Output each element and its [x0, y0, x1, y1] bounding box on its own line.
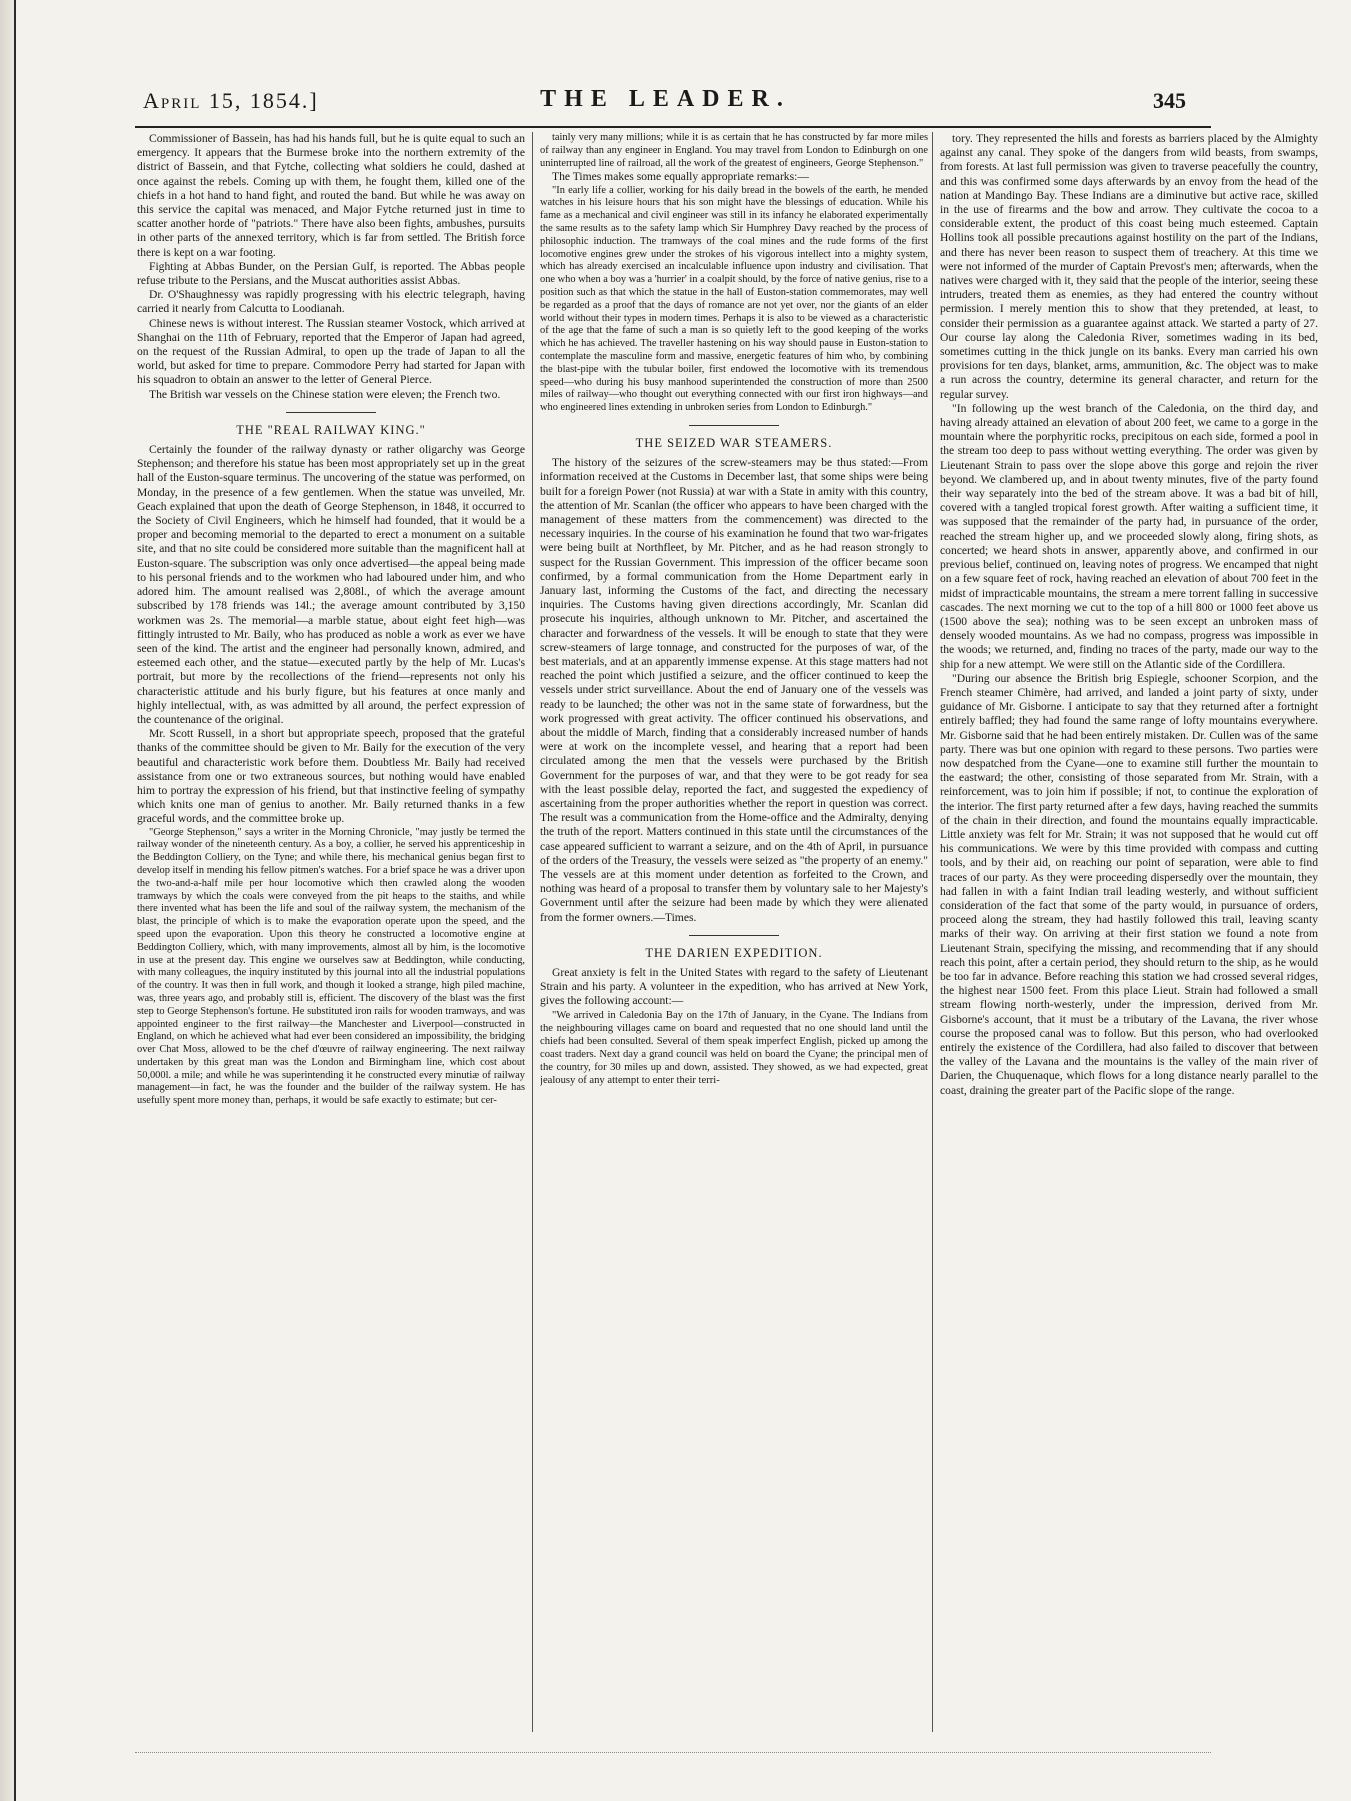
paragraph: "In following up the west branch of the Caledonia, on the third day, and having already attained an elevation of about 200 feet, we came to a gorge in the mountain where the porphyritic rocks, precipitous on each side, formed a pool in the stream too deep to pass without wetting everything. The order was given by Lieutenant Strain to pass over the slope above this gorge and rejoin the river beyond. We clambered up, and in about twenty minutes, five of the party found their way separately into the bed of the stream above. It was a bad bit of hill, covered with a tangled tropical forest growth. After waiting a sufficient time, it was supposed that the remainder of the party had, in pursuance of the order, reached the stream higher up, and we proceeded slowly along, firing shots, as concerted; we heard shots in answer, apparently above, and confirmed in our previous belief, continued on, leaving notes of progress. We encamped that night on a few square feet of rock, having reached an elevation of about 700 feet in the midst of impracticable mountains, the stream a mere torrent falling in successive cascades. The next morning we cut to the top of a hill 800 or 1000 feet above us (1500 above the sea); nothing was to be seen except an unbroken mass of densely wooded mountains. As we had no compass, progress was impossible in the woods; we returned, and, finding no traces of the party, made our way to the ship for a new attempt. We were still on the Atlantic side of the Cordillera.: [940, 401, 1318, 671]
header-rule: [135, 126, 1211, 128]
section-rule: [286, 412, 376, 413]
bottom-rule: [135, 1752, 1211, 1753]
paragraph: Certainly the founder of the railway dynasty or rather oligarchy was George Stephenson; and therefore his statue has been most appropriately set up in the great hall of the Euston-square terminus. The uncovering of the statue was performed, on Monday, in the presence of a few gentlemen. When the statue was unveiled, Mr. Geach explained that upon the death of George Stephenson, in 1848, it occurred to the Society of Civil Engineers, which he himself had founded, that it would be a proper and becoming memorial to the departed to erect a monument on a suitable site, and that no site could be considered more suitable than the magnificent hall at Euston-square. The subscription was only once advertised—the appeal being made to his personal friends and to the workmen who had laboured under him, and who adored him. The amount realised was 2,808l., of which the average amount subscribed by 178 friends was 14l.; the average amount contributed by 3,150 workmen was 2s. The memorial—a marble statue, about eight feet high—was fittingly intrusted to Mr. Baily, who has produced as noble a work as ever we have seen of the kind. The artist and the engineer had personally known, admired, and esteemed each other, and the statue—executed partly by the help of Mr. Lucas's portrait, but more by the recollections of the friend—represents not only his characteristic attitude and his burly figure, but his features at once manly and highly intellectual, with, as was admitted by all around, the perfect expression of the countenance of the original.: [137, 443, 525, 726]
masthead: [135, 88, 1196, 124]
paragraph: Mr. Scott Russell, in a short but appropriate speech, proposed that the grateful thanks of the committee should be given to Mr. Baily for the execution of the very beautiful and characteristic work before them. Doubtless Mr. Baily had received assistance from one or two extraneous sources, but nothing would have enabled him to portray the expression of his friend, but that instinctive feeling of sympathy which knits one man of genius to another. Mr. Baily returned thanks in a few graceful words, and the committee broke up.: [137, 727, 525, 826]
paragraph: The British war vessels on the Chinese station were eleven; the French two.: [149, 387, 501, 401]
quoted-paragraph: "We arrived in Caledonia Bay on the 17th of January, in the Cyane. The Indians from the neighbouring villages came on board and requested that no one should land until the chiefs had been consulted. Several of them speak imperfect English, picked up among the coast traders. Next day a grand council was held on board the Cyane; the principal men of the country, for 30 miles up and down, assisted. They showed, as we had expected, great jealousy of any attempt to enter their terri-: [540, 1009, 928, 1086]
paragraph: The history of the seizures of the screw-steamers may be thus stated:—From information received at the Customs in December last, that some ships were being built for a foreign Power (not Russia) at war with a State in amity with this country, the attention of Mr. Scanlan (the officer who appears to have been charged with the management of these matters from the commencement) was directed to the necessary inquiries. In the course of his examination he found that two war-frigates were being built at Northfleet, by Mr. Pitcher, and as he had reason strongly to suspect for the Russian Government. This impression of the officer became soon confirmed, by a formal communication from the Home Department early in January last, informing the Customs of the fact, and directing the necessary inquiries. The Customs having given directions accordingly, Mr. Scanlan did prosecute his inquiries, although unknown to Mr. Pitcher, and ascertained the character and forwardness of the vessels. It will be enough to state that they were screw-steamers of large tonnage, and constructed for the purposes of war, of the best materials, and at an apparently immense expense. At this stage matters had not reached the point which justified a seizure, and the officer continued to keep the vessels under strict surveillance. About the end of January one of the vessels was ready to be launched; the other was not in the same state of forwardness, but the work progressed with great activity. The officer continued his observations, and about the middle of March, finding that a considerably increased number of hands were at work on the incomplete vessel, and hearing that a report had been circulated among the men that the vessels were purchased by the British Government for the purposes of war, and that they were to be got ready for sea with the least possible delay, reported the fact, and suggested the expediency of ascertaining from the proper authorities whether the report in question was correct. The result was a communication from the Home-office and the Admiralty, denying the truth of the report. Matters continued in this state until the circumstances of the case appeared sufficient to warrant a seizure, and on the 4th of April, in pursuance of the orders of the Treasury, the vessels were seized as "the property of an enemy." The vessels are at this moment under detention as forfeited to the Crown, and nothing was heard of a proposal to transfer them by voluntary sale to her Majesty's Government until after the seizure had been made by which they were alienated from the former owners.—Times.: [540, 456, 928, 924]
column-divider: [532, 132, 533, 1732]
page-binding-edge: [0, 0, 16, 1801]
issue-date: April 15, 1854.]: [143, 88, 319, 113]
paragraph: "During our absence the British brig Espiegle, schooner Scorpion, and the French steamer Chimère, had arrived, and landed a joint party of sixty, under guidance of Mr. Gisborne. I anticipate to say that they returned after a fortnight entirely baffled; they had found the same range of lofty mountains everywhere. Mr. Gisborne said that he had been entirely mistaken. Dr. Cullen was of the same party. There was but one opinion with regard to these persons. Two parties were now despatched from the Cyane—one to examine still further the mountain to the eastward; the other, consisting of those separated from Mr. Strain, with a reinforcement, was to join him if possible; if not, to continue the exploration of the interior. The first party returned after a few days, having reached the summits of the chain in their direction, and found the mountains equally impracticable. Little anxiety was felt for Mr. Strain; it was not supposed that he would cut off his communications. We were by this time provided with compass and cutting tools, and by their aid, on reaching our point of separation, were able to find traces of our party. As they were proceeding dispersedly over the mountain, they had fallen in with a faint Indian trail leading westerly, and without sufficient consideration of the fact that some of the party would, in pursuance of orders, proceed along the stream, they had hastily followed this trail, leaving scanty marks of their way. On arriving at their first station we found a note from Lieutenant Strain, specifying the missing, and recommending that if any should reach this point, after a certain period, they should return to the ship, as he would be too far in advance. Before reaching this station we had crossed several ridges, the highest near 1500 feet. From this place Lieut. Strain had followed a small stream flowing north-westerly, under the impression, derived from Mr. Gisborne's account, that it must be a tributary of the Lavana, the river whose course the proposed canal was to follow. But this person, who had overlooked entirely the existence of the Cordillera, had also failed to discover that between the valley of the Lavana and the mountains is the valley of the main river of Darien, the Chuquenaque, which flows for a long distance nearly parallel to the coast, draining the greater part of the Pacific slope of the range.: [940, 671, 1318, 1097]
article-heading: THE DARIEN EXPEDITION.: [645, 945, 823, 960]
column-divider: [932, 132, 933, 1732]
section-rule: [689, 935, 779, 936]
article-heading: THE SEIZED WAR STEAMERS.: [635, 435, 833, 450]
paragraph: Great anxiety is felt in the United States with regard to the safety of Lieutenant Strain and his party. A volunteer in the expedition, who has arrived at New York, gives the following account:—: [540, 966, 928, 1008]
paragraph: Commissioner of Bassein, has had his hands full, but he is quite equal to such an emergency. It appears that the Burmese broke into the northern extremity of the district of Bassein, and that Fytche, collecting what soldiers he could, dashed at once against the rebels. Coming up with them, he fought them, killed one of the chiefs in a hot hand to hand fight, and routed the band. But while he was away on this service the capital was menaced, and Major Fytche returned just in time to scatter another horde of "patriots." There have also been fights, ambushes, pursuits in other parts of the annexed territory, which is far from settled. The British force there is kept on a war footing.: [137, 132, 525, 259]
paragraph: Dr. O'Shaughnessy was rapidly progressing with his electric telegraph, having carried it nearly from Calcutta to Loodianah.: [137, 288, 525, 316]
section-rule: [689, 425, 779, 426]
quoted-paragraph: tainly very many millions; while it is as certain that he has constructed by far more miles of railway than any engineer in England. You may travel from London to Edinburgh on one uninterrupted line of railroad, all the work of the greatest of engineers, George Stephenson.": [540, 132, 928, 169]
paragraph: Fighting at Abbas Bunder, on the Persian Gulf, is reported. The Abbas people refuse tribute to the Persians, and the Muscat authorities assist Abbas.: [137, 259, 525, 288]
paragraph: The Times makes some equally appropriate remarks:—: [552, 170, 809, 184]
column-3: [940, 132, 1318, 1752]
column-1: [137, 132, 525, 1752]
paragraph: tory. They represented the hills and forests as barriers placed by the Almighty against any canal. They spoke of the dangers from wild beasts, from swamps, from forests. At last full permission was given to traverse peacefully the country, and this was confirmed some days afterwards by an envoy from the head of the nation at Mandingo Bay. These Indians are a diminutive but active race, skilled in the use of firearms and the bow and arrow. They cultivate the cocoa to a considerable extent, the product of this coast being much esteemed. Captain Hollins took all possible precautions against hostility on the part of the Indians, and there has never been reason to suspect them of treachery. At this time we were not informed of the murder of Captain Prevost's men; afterwards, when the natives were charged with it, they said that the people of the interior, seeing these intruders, treated them as enemies, as they had entered the country without permission. I merely mention this to show that they pretended, at least, to consider their permission as a guarantee against attack. We started a party of 27. Our course lay along the Caledonia River, sometimes wading in its bed, sometimes cutting in the thick jungle on its banks. Every man carried his own provisions for ten days, blanket, arms, ammunition, &c. The object was to make a run across the country, determine its general character, and return for the regular survey.: [940, 132, 1318, 401]
paragraph: Chinese news is without interest. The Russian steamer Vostock, which arrived at Shanghai on the 11th of February, reported that the Emperor of Japan had agreed, on the request of the Russian Admiral, to open up the trade of Japan to all the world, but asked for time to prepare. Commodore Perry had started for Japan with his squadron to obtain an answer to the letter of General Pierce.: [137, 316, 525, 387]
column-2: [540, 132, 928, 1752]
article-heading: THE "REAL RAILWAY KING.": [236, 422, 426, 437]
quoted-paragraph: "George Stephenson," says a writer in the Morning Chronicle, "may justly be termed the railway wonder of the nineteenth century. As a boy, a collier, he served his apprenticeship in the Beddington Colliery, on the Tyne; and while there, his mechanical genius began first to develop itself in mending his fellow pitmen's watches. For a brief space he was a driver upon the two-and-a-half mile per hour locomotive which then crawled along the wooden tramways by which the coals were conveyed from the pit heaps to the staiths, and while there invented what has been the life and soul of the railway system, the mechanism of the blast, the principle of which is to make the evaporation operate upon the speed, and the speed upon the evaporation. Upon this theory he constructed a locomotive engine at Beddington Colliery, which, with many improvements, almost all by him, is the locomotive in use at the present day. This engine we ourselves saw at Beddington, while conducting, with many colleagues, the inquiry instituted by this journal into all the industrial populations of the country. It was then in full work, and though it looked a strange, high piled machine, was, three years ago, and probably still is, efficient. The discovery of the blast was the first step to George Stephenson's fortune. He substituted iron rails for wooden tramways, and was appointed engineer to the first railway—the Manchester and Liverpool—constructed in England, on which he achieved what had ever been considered an impossibility, the bridging over Chat Moss, allowed to be the chef d'œuvre of railway engineering. The next railway undertaken by this great man was the London and Birmingham line, which cost about 50,000l. a mile; and while he was superintending it he constructed every minutiæ of railway management—in fact, he was the founder and the builder of the railway system. He has usefully spent more money than, perhaps, it would be safe exactly to estimate; but cer-: [137, 826, 525, 1107]
page-number: 345: [1153, 88, 1186, 113]
quoted-paragraph: "In early life a collier, working for his daily bread in the bowels of the earth, he mended watches in his leisure hours that his son might have the blessings of education. While his fame as a mechanical and civil engineer was still in its infancy he elaborated experimentally the same results as to the safety lamp which Sir Humphrey Davy reached by the process of philosophic induction. The tramways of the coal mines and the rude forms of the first locomotive engines grew under the strokes of his vigorous intellect into a mighty system, which has already exercised an incalculable influence upon industry and civilisation. That one who when a boy was a 'hurrier' in a coalpit should, by the force of native genius, rise to a position such as that which the statue in the hall of Euston-station commemorates, may well be regarded as a proof that the days of romance are not yet over, nor the giants of an elder world without their types in modern times. Perhaps it is also to be viewed as a characteristic of the age that the fame of such a man is so quietly left to the good keeping of the works which he has achieved. The traveller hastening on his way should pause in Euston-station to contemplate the masculine form and massive, energetic features of him who, by combining the blast-pipe with the tubular boiler, first endowed the locomotive with its tremendous speed—who during his busy manhood superintended the construction of more than 2500 miles of railway—who thought out everything connected with our first iron highways—and who engineered lines extending in unbroken series from London to Edinburgh.": [540, 184, 928, 414]
publication-title: THE LEADER.: [540, 86, 791, 112]
